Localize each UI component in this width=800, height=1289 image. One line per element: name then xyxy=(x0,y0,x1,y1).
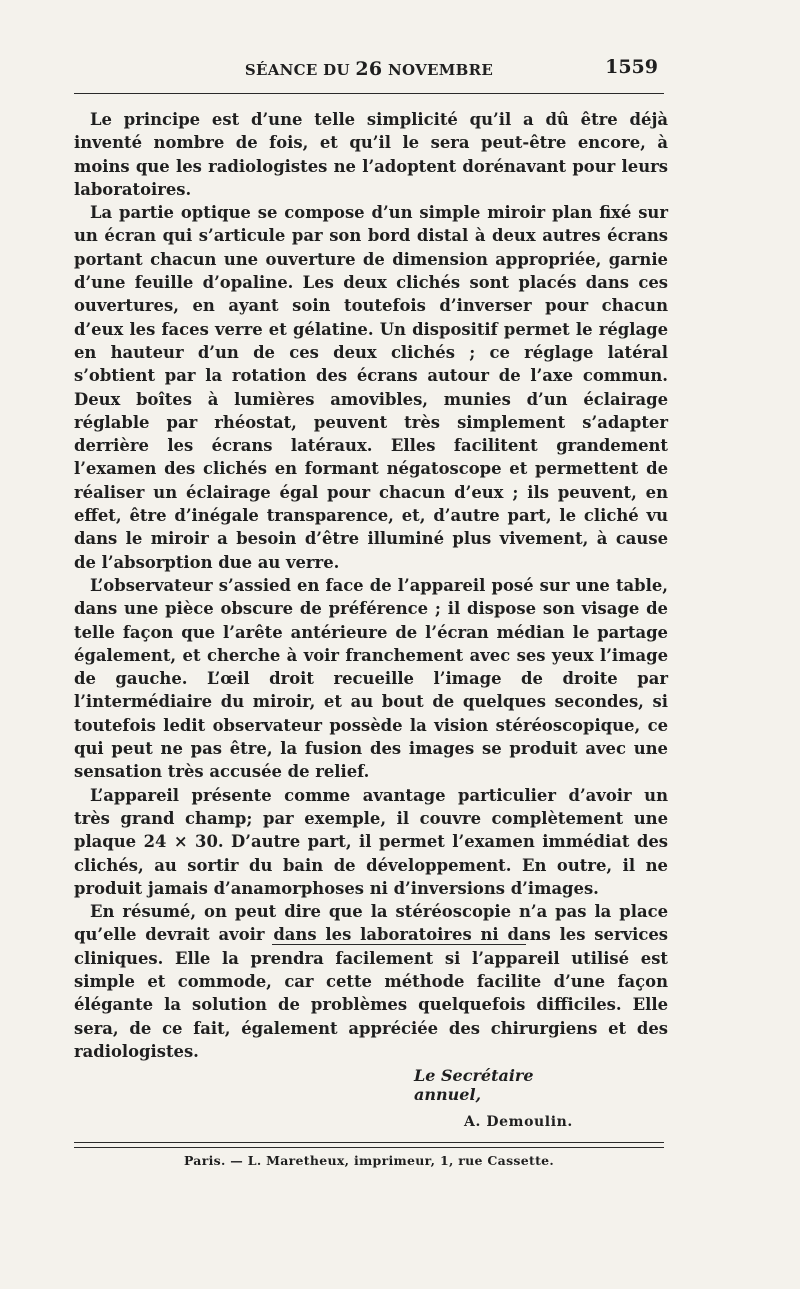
signature-name: A. Demoulin. xyxy=(464,1114,573,1130)
body-text xyxy=(74,108,668,1063)
running-head-title-before: SÉANCE DU xyxy=(244,61,356,79)
page-number: 1559 xyxy=(605,56,658,78)
running-head-title-after: NOVEMBRE xyxy=(382,61,494,79)
signature-role: Le Secrétaire annuel, xyxy=(414,1066,534,1104)
paragraph-2: La partie optique se compose d’un simple miroir plan fixé sur un écran qui s’articule par son bord distal à deux autres écrans portant chacun une ouverture de dimension appropriée, garnie d’une feuille d’opaline. Les deux clichés sont placés dans ces ouvertures, en ayant soin toutefois d’inverser pour chacun d’eux les faces verre et gélatine. Un dispositif permet le réglage en hauteur d’un de ces deux clichés ; ce réglage latéral s’obtient par la rotation des écrans autour de l’axe commun. Deux boîtes à lumières amovibles, munies d’un éclairage réglable par rhéostat, peuvent très simplement s’adapter derrière les écrans latéraux. Elles facilitent grandement l’examen des clichés en formant négatoscope et permettent de réaliser un éclairage égal pour chacun d’eux ; ils peuvent, en effet, être d’inégale transparence, et, d’autre part, le cliché vu dans le miroir a besoin d’être illuminé plus vivement, à cause de l’absorption due au verre. xyxy=(74,203,668,572)
footer-rule-bottom xyxy=(74,1147,664,1148)
paragraph-5: En résumé, on peut dire que la stéréoscopie n’a pas la place qu’elle devrait avoir dans les laboratoires ni dans les services cliniques. Elle la prendra facilement si l’appareil utilisé est simple et commode, car cette méthode facilite d’une façon élégante la solution de problèmes quelquefois difficiles. Elle sera, de ce fait, également appréciée des chirurgiens et des radiologistes. xyxy=(74,902,668,1061)
paragraph-1: Le principe est d’une telle simplicité qu’il a dû être déjà inventé nombre de fois, et qu’il le sera peut-être encore, à moins que les radiologistes ne l’adoptent dorénavant pour leurs laboratoires. xyxy=(74,110,668,199)
footer-rule-top xyxy=(74,1142,664,1143)
header-rule xyxy=(74,93,664,94)
running-head-title xyxy=(74,58,664,80)
paragraph-3: L’observateur s’assied en face de l’appareil posé sur une table, dans une pièce obscure de préférence ; il dispose son visage de telle façon que l’arête antérieure de l’écran médian le partage également, et cherche à voir franchement avec ses yeux l’image de gauche. L’œil droit recueille l’image de droite par l’intermédiaire du miroir, et au bout de quelques secondes, si toutefois ledit observateur possède la vision stéréoscopique, ce qui peut ne pas être, la fusion des images se produit avec une sensation très accusée de relief. xyxy=(74,575,668,782)
running-head-title-number: 26 xyxy=(355,58,383,80)
running-head xyxy=(74,58,664,82)
section-end-rule xyxy=(272,944,526,945)
printer-imprint: Paris. — L. Maretheux, imprimeur, 1, rue Cassette. xyxy=(183,1153,555,1168)
signature-block xyxy=(400,1066,590,1130)
paragraph-4: L’appareil présente comme avantage particulier d’avoir un très grand champ; par exemple, il couvre complètement une plaque 24 × 30. D’autre part, il permet l’examen immédiat des clichés, au sortir du bain de développement. En outre, il ne produit jamais d’anamorphoses ni d’inversions d’images. xyxy=(74,785,668,898)
